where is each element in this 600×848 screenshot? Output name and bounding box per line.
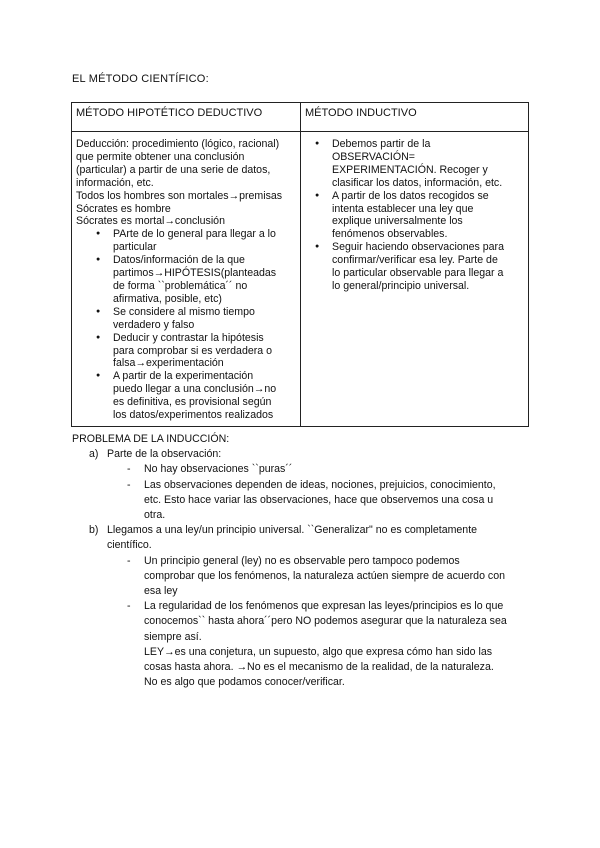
text-line: EXPERIMENTACIÓN. Recoger y <box>332 163 488 176</box>
text-line: etc. Esto hace variar las observaciones, hace que observemos una cosa u <box>144 493 494 506</box>
text-line: ● Debemos partir de la <box>332 138 431 150</box>
header-deductive: MÉTODO HIPOTÉTICO DEDUCTIVO <box>72 103 301 132</box>
sub-item <box>72 478 532 524</box>
ley-paragraph <box>72 645 532 691</box>
bullet-item <box>113 254 296 306</box>
text-line: ● Seguir haciendo observaciones para <box>332 241 504 254</box>
text-line: No es algo que podamos conocer/verificar. <box>144 676 345 689</box>
sub-item <box>72 462 532 477</box>
text-line: (particular) a partir de una serie de datos, <box>76 163 271 176</box>
text-line: Las observaciones dependen de ideas, nociones, prejuicios, conocimiento, <box>144 478 496 491</box>
text-line: intenta establecer una ley que <box>332 202 474 215</box>
text-line: No hay observaciones ``puras´´ <box>144 463 293 476</box>
text-line: LEY→es una conjetura, un supuesto, algo que expresa cómo han sido las <box>144 645 493 658</box>
header-inductive: MÉTODO INDUCTIVO <box>301 103 529 132</box>
text-line: ● Se considere al mismo tiempo <box>113 305 255 318</box>
bullet-item <box>332 138 524 190</box>
methods-table <box>71 102 529 427</box>
sub-item <box>72 599 532 645</box>
bullet-item <box>332 190 524 242</box>
text-line: La regularidad de los fenómenos que expresan las leyes/principios es lo que <box>144 600 504 613</box>
deductive-cell <box>72 132 301 427</box>
bullet-item <box>113 228 296 254</box>
text-line: científico. <box>107 539 152 552</box>
text-line: Deducción: procedimiento (lógico, racional) <box>76 138 280 150</box>
text-line: confirmar/verificar esa ley. Parte de <box>332 254 498 267</box>
text-line: ● A partir de la experimentación <box>113 370 254 383</box>
text-line: Llegamos a una ley/un principio universal. ``Generalizar" no es completamente <box>107 524 478 537</box>
dash-marker: - <box>127 463 131 476</box>
inductive-bullets <box>305 138 524 293</box>
text-line: Sócrates es mortal→conclusión <box>76 215 225 228</box>
text-line: Parte de la observación: <box>107 448 222 461</box>
text-line: es definitiva, es provisional según <box>113 396 272 409</box>
text-line: los datos/experimentos realizados <box>113 409 274 422</box>
text-line: información, etc. <box>76 176 154 189</box>
text-line: ● Datos/información de la que <box>113 254 245 267</box>
inductive-cell <box>301 132 529 427</box>
text-line: OBSERVACIÓN= <box>332 150 415 163</box>
text-line: de forma ``problemática´´ no <box>113 279 248 292</box>
text-line: ● PArte de lo general para llegar a lo <box>113 228 276 241</box>
text-line: conocemos`` hasta ahora´´pero NO podemos asegurar que la naturaleza sea <box>144 615 507 628</box>
list-item-a <box>72 447 532 462</box>
text-line: lo particular observable para llegar a <box>332 267 504 280</box>
page-title: EL MÉTODO CIENTÍFICO: <box>72 73 209 85</box>
text-line: explique universalmente los <box>332 215 463 228</box>
text-line: para comprobar si es verdadera o <box>113 344 272 357</box>
text-line: siempre así. <box>144 630 202 643</box>
text-line: clasificar los datos, información, etc. <box>332 176 503 189</box>
deductive-intro <box>76 138 296 228</box>
dash-marker: - <box>127 600 131 613</box>
text-line: Todos los hombres son mortales→premisas <box>76 189 283 202</box>
bullet-item <box>113 332 296 371</box>
sub-item <box>72 554 532 600</box>
dash-marker: - <box>127 478 131 491</box>
text-line: comprobar que los fenómenos, la naturaleza actúen siempre de acuerdo con <box>144 569 505 582</box>
text-line: que permite obtener una conclusión <box>76 150 245 163</box>
item-label: a) <box>89 448 99 461</box>
text-line: falsa→experimentación <box>113 357 224 370</box>
text-line: puedo llegar a una conclusión→no <box>113 383 277 396</box>
text-line: ● Deducir y contrastar la hipótesis <box>113 331 264 344</box>
text-line: Un principio general (ley) no es observable pero tampoco podemos <box>144 554 460 567</box>
bullet-item <box>332 241 524 293</box>
text-line: esa ley <box>144 585 178 598</box>
bullet-item <box>113 306 296 332</box>
text-line: Sócrates es hombre <box>76 202 171 215</box>
text-line: fenómenos observables. <box>332 228 448 241</box>
text-line: ● A partir de los datos recogidos se <box>332 189 489 202</box>
bullet-item <box>113 370 296 422</box>
text-line: partimos→HIPÓTESIS(planteadas <box>113 267 277 280</box>
deductive-bullets <box>76 228 296 422</box>
text-line: afirmativa, posible, etc) <box>113 292 222 305</box>
text-line: cosas hasta ahora. →No es el mecanismo de la realidad, de la naturaleza. <box>144 661 494 674</box>
text-line: lo general/principio universal. <box>332 279 470 292</box>
list-item-b <box>72 523 532 553</box>
text-line: otra. <box>144 509 166 522</box>
section-heading: PROBLEMA DE LA INDUCCIÓN: <box>72 433 230 445</box>
induction-problem-section <box>72 432 532 690</box>
text-line: verdadero y falso <box>113 318 195 331</box>
item-label: b) <box>89 524 99 537</box>
dash-marker: - <box>127 554 131 567</box>
text-line: particular <box>113 241 157 254</box>
